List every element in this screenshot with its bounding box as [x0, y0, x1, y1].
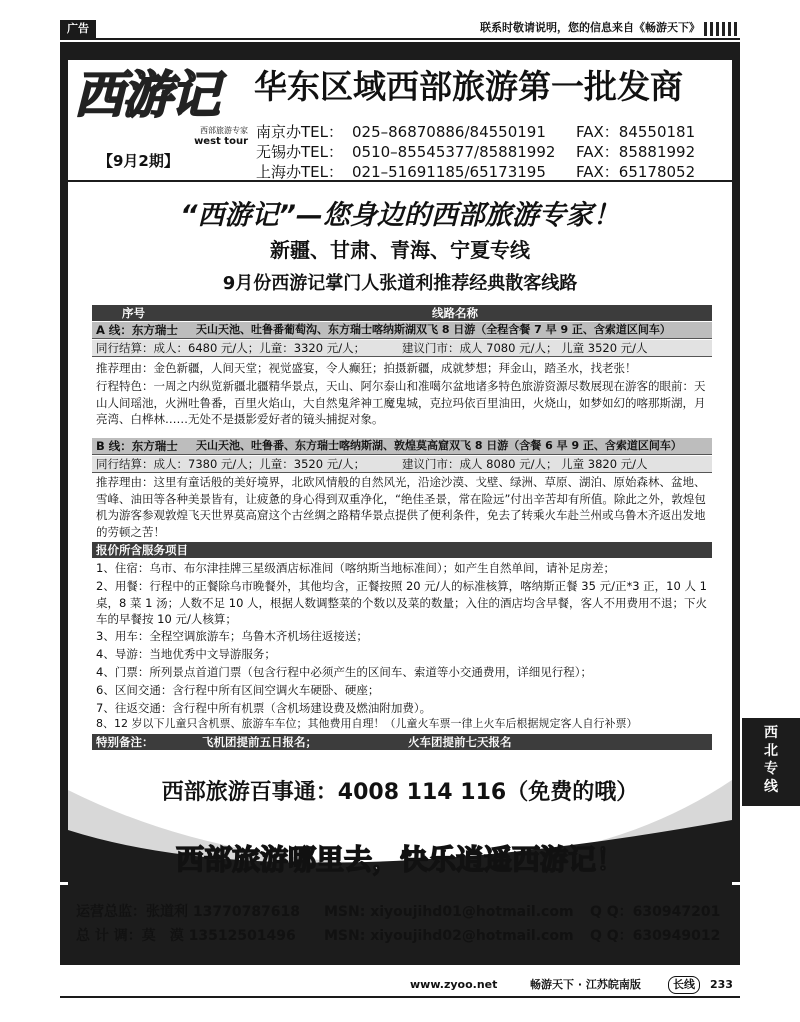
page-number: 233: [710, 978, 733, 991]
office-tel: 0510–85545377/85881992: [352, 143, 556, 161]
service-item: 2、用餐：行程中的正餐除乌市晚餐外，其他均含，正餐按照 20 元/人的标准核算，喀纳斯正餐 35 元/正*3 正，10 人 1 桌，8 菜 1 汤；人数不足 10 人，根据人数调整菜的个数以及菜的数量；入住的酒店均含早餐，客人不用费用不退；下火车的早餐按 10 元/人核算；: [96, 579, 708, 626]
services-header: [92, 542, 712, 558]
footer-divider: [60, 996, 740, 998]
column-header: 序号: [122, 306, 145, 320]
route-a-reason: 推荐理由：金色新疆，人间天堂；视觉盛宴，令人癫狂；拍摄新疆，成就梦想；拜金山，踏圣水，找老张！: [96, 361, 637, 375]
service-item: 6、区间交通：含行程中所有区间空调火车硬卧、硬座；: [96, 683, 380, 697]
ad-tag: 广告: [60, 20, 96, 38]
service-item: 4、门票：所列景点首道门票（包含行程中必须产生的区间车、索道等小交通费用，详细见行程）；: [96, 665, 593, 679]
contact-qq: Q Q：630949012: [590, 928, 721, 944]
office-row: [256, 142, 736, 162]
route-name: 天山天池、吐鲁番葡萄沟、东方瑞士喀纳斯湖双飞 8 日游（全程含餐 7 早 9 正、含索道区间车）: [196, 323, 671, 336]
office-tel: 021–51691185/65173195: [352, 163, 546, 181]
contact-row: [76, 925, 726, 947]
services-title: 报价所含服务项目: [96, 543, 188, 557]
office-label: 南京办TEL：: [256, 123, 343, 141]
office-label: 无锡办TEL：: [256, 143, 343, 161]
special-note-train: 火车团提前七天报名: [408, 735, 512, 749]
logo-subtitle-cn: 西部旅游专家: [200, 126, 248, 135]
contact-person: 总 计 调：莫 漠 13512501496: [76, 928, 296, 944]
contact-msn: MSN: xiyoujihd01@hotmail.com: [324, 904, 574, 920]
office-fax: FAX：65178052: [576, 163, 696, 181]
hotline: 西部旅游百事通：4008 114 116（免费的哦）: [161, 780, 639, 805]
office-tel: 025–86870886/84550191: [352, 123, 546, 141]
top-divider: [60, 38, 740, 40]
route-name: 天山天池、吐鲁番、东方瑞士喀纳斯湖、敦煌莫高窟双飞 8 日游（含餐 6 早 9 正、含索道区间车）: [196, 439, 682, 452]
contact-person: 运营总监：张道利 13770787618: [76, 904, 301, 920]
page-title: 华东区域西部旅游第一批发商: [254, 67, 683, 106]
route-a-feature: 行程特色：一周之内纵览新疆北疆精华景点，天山、阿尔泰山和准噶尔盆地诸多特色旅游资源尽数展现在游客的眼前：天山人间瑶池，火洲吐鲁番，百里火焰山，大自然鬼斧神工魔鬼城，克拉玛依百里油田，火烧山，如梦如幻的喀那斯湖，月亮湾、白桦林……无处不是摄影爱好者的镜头捕捉对象。: [96, 379, 706, 426]
side-tab-label: 西北专线: [764, 725, 778, 795]
office-row: [256, 162, 736, 182]
service-item: 7、往返交通：含行程中所有机票（含机场建设费及燃油附加费）。: [96, 701, 432, 715]
office-fax: FAX：84550181: [576, 123, 696, 141]
service-item: 4、导游：当地优秀中文导游服务；: [96, 647, 276, 661]
source-notice: 联系时敬请说明，您的信息来自《畅游天下》: [480, 21, 700, 34]
decorative-pattern: [704, 22, 740, 36]
office-label: 上海办TEL：: [256, 163, 343, 181]
big-slogan: 西部旅游哪里去，快乐逍遥西游记！: [175, 843, 624, 876]
route-a-price: [92, 340, 712, 357]
retail-price: 建议门市：成人 8080 元/人； 儿童 3820 元/人: [402, 457, 648, 471]
settle-price: 同行结算：成人：6480 元/人；儿童：3320 元/人；: [96, 341, 366, 355]
settle-price: 同行结算：成人：7380 元/人；儿童：3520 元/人；: [96, 457, 366, 471]
service-item: 3、用车：全程空调旅游车；乌鲁木齐机场往返接送；: [96, 629, 368, 643]
main-slogan: “西游记”—您身边的西部旅游专家！: [180, 200, 620, 231]
section-side-tab: [742, 718, 800, 806]
frame-right: [732, 182, 740, 882]
footer-magazine: 畅游天下 · 江苏皖南版: [530, 978, 641, 991]
logo: 西游记: [74, 65, 218, 124]
route-a-row: [92, 322, 712, 339]
route-b-row: [92, 438, 712, 455]
logo-subtitle-en: west tour: [194, 136, 248, 147]
special-note: [92, 734, 712, 750]
frame-left: [60, 182, 68, 882]
route-b-reason: 推荐理由：这里有童话般的美好境界，北欧风情般的自然风光，沿途沙漠、戈壁、绿洲、草原、湖泊、原始森林、盆地、雪峰、油田等各种美景皆有，让疲惫的身心得到双重净化，“绝佳圣景，常在险远”付出辛苦却有所值。除此之外，敦煌包机为游客参观敦煌飞天世界莫高窟这个古丝绸之路精华景点提供了便利条件，免去了转乘火车赴兰州或乌鲁木齐返出发地的劳顿之苦！: [96, 475, 706, 539]
footer: [410, 975, 740, 995]
footer-site: www.zyoo.net: [410, 978, 498, 991]
recommend-heading: 9月份西游记掌门人张道利推荐经典散客线路: [222, 273, 578, 294]
table-header: [92, 305, 712, 321]
special-label: 特别备注：: [96, 735, 154, 749]
service-item: 8、12 岁以下儿童只含机票、旅游车车位；其他费用自理！（儿童火车票一律上火车后根据规定客人自行补票）: [96, 717, 638, 730]
regions-slogan: 新疆、甘肃、青海、宁夏专线: [270, 238, 530, 262]
contact-qq: Q Q：630947201: [590, 904, 721, 920]
route-label: A 线：东方瑞士: [96, 323, 178, 337]
route-label: B 线：东方瑞士: [96, 439, 178, 453]
special-note-plane: 飞机团提前五日报名；: [202, 735, 317, 749]
issue-label: 【9月2期】: [98, 152, 179, 170]
service-item: 1、住宿：乌市、布尔津挂牌三星级酒店标准间（喀纳斯当地标准间）；如产生自然单间，请补足房差；: [96, 561, 616, 575]
column-header: 线路名称: [432, 306, 478, 320]
office-fax: FAX：85881992: [576, 143, 696, 161]
retail-price: 建议门市：成人 7080 元/人； 儿童 3520 元/人: [402, 341, 648, 355]
office-row: [256, 122, 736, 142]
route-b-price: [92, 456, 712, 473]
contact-row: [76, 901, 726, 923]
contact-msn: MSN: xiyoujihd02@hotmail.com: [324, 928, 574, 944]
footer-section: 长线: [668, 976, 700, 994]
